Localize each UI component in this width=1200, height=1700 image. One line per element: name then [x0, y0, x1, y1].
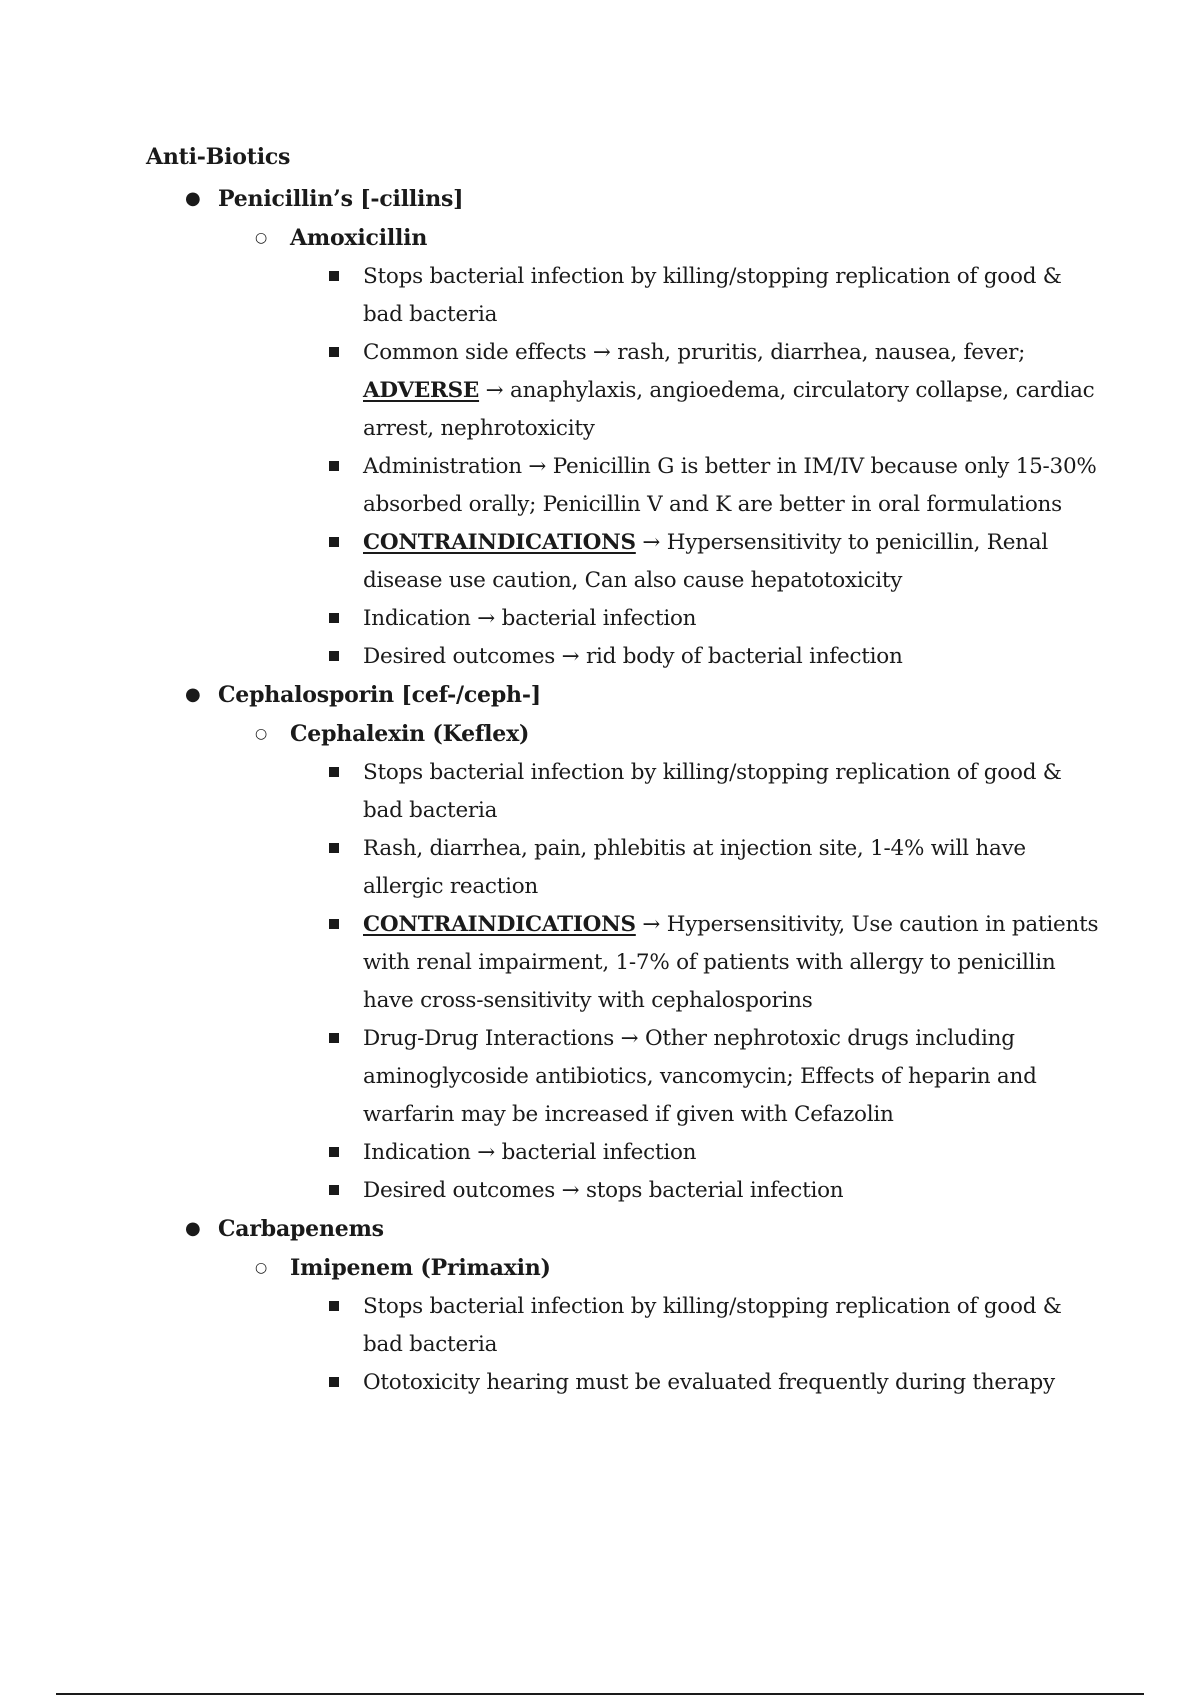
square-bullet-icon [329, 843, 339, 853]
square-bullet-icon [329, 1301, 339, 1311]
square-bullet-icon [329, 461, 339, 471]
drug-heading-text: Cephalexin (Keflex) [290, 721, 530, 747]
document-title: Anti-Biotics [146, 144, 291, 170]
section-heading-text: Carbapenems [218, 1216, 384, 1242]
list-item [0, 1172, 1103, 1210]
list-item [0, 334, 1103, 448]
list-item [0, 1020, 1103, 1134]
square-bullet-icon [329, 537, 339, 547]
filled-circle-bullet-icon: ● [185, 684, 201, 705]
filled-circle-bullet-icon: ● [185, 1218, 201, 1239]
list-item-line: warfarin may be increased if given with Cefazolin [363, 1102, 894, 1127]
square-bullet-icon [329, 347, 339, 357]
list-item-line: Indication → bacterial infection [363, 606, 697, 631]
section-heading-carbapenems [0, 1210, 1200, 1248]
filled-circle-bullet-icon: ● [185, 188, 201, 209]
list-item-line: Desired outcomes → stops bacterial infection [363, 1178, 844, 1203]
square-bullet-icon [329, 613, 339, 623]
list-item-line: Desired outcomes → rid body of bacterial infection [363, 644, 903, 669]
square-bullet-icon [329, 919, 339, 929]
square-bullet-icon [329, 651, 339, 661]
list-item [0, 638, 1103, 676]
hollow-circle-bullet-icon: ○ [255, 1260, 268, 1276]
list-item-line: Common side effects → rash, pruritis, diarrhea, nausea, fever; [363, 340, 1026, 365]
section-heading-penicillins [0, 180, 1200, 218]
drug-heading-text: Amoxicillin [290, 225, 428, 251]
list-item-line: have cross-sensitivity with cephalosporins [363, 988, 813, 1013]
list-item-line: disease use caution, Can also cause hepatotoxicity [363, 568, 903, 593]
list-item-line: Stops bacterial infection by killing/stopping replication of good & [363, 264, 1062, 289]
list-item-text: → Hypersensitivity to penicillin, Renal [635, 530, 1048, 555]
list-item-line: allergic reaction [363, 874, 539, 899]
list-item-text: → anaphylaxis, angioedema, circulatory collapse, cardiac [479, 378, 1095, 403]
list-item [0, 1364, 1103, 1402]
list-item [0, 830, 1103, 906]
contraindications-label: CONTRAINDICATIONS [363, 912, 636, 937]
list-item-line: Stops bacterial infection by killing/stopping replication of good & [363, 760, 1062, 785]
list-item-line: Drug-Drug Interactions → Other nephrotoxic drugs including [363, 1026, 1015, 1051]
list-item-line: arrest, nephrotoxicity [363, 416, 595, 441]
list-item-line [363, 372, 1103, 410]
list-item [0, 906, 1103, 1020]
section-heading-text: Cephalosporin [cef-/ceph-] [218, 682, 541, 708]
list-item [0, 448, 1103, 524]
list-item-line: with renal impairment, 1-7% of patients with allergy to penicillin [363, 950, 1056, 975]
square-bullet-icon [329, 1377, 339, 1387]
list-item-line: Rash, diarrhea, pain, phlebitis at injection site, 1-4% will have [363, 836, 1026, 861]
section-heading-text: Penicillin’s [-cillins] [218, 186, 464, 212]
contraindications-label: CONTRAINDICATIONS [363, 530, 636, 555]
list-item-line: Indication → bacterial infection [363, 1140, 697, 1165]
list-item-line: Stops bacterial infection by killing/stopping replication of good & [363, 1294, 1062, 1319]
list-item-line: Administration → Penicillin G is better in IM/IV because only 15-30% [363, 454, 1097, 479]
list-item [0, 1134, 1103, 1172]
drug-heading-cephalexin [0, 714, 1200, 754]
list-item-line: bad bacteria [363, 798, 498, 823]
adverse-label: ADVERSE [363, 378, 480, 403]
list-item-line: bad bacteria [363, 302, 498, 327]
document-body [0, 180, 1200, 1402]
list-item-line: absorbed orally; Penicillin V and K are better in oral formulations [363, 492, 1062, 517]
drug-heading-imipenem [0, 1248, 1200, 1288]
list-item-line: Ototoxicity hearing must be evaluated frequently during therapy [363, 1370, 1055, 1395]
section-heading-cephalosporins [0, 676, 1200, 714]
list-item-line: aminoglycoside antibiotics, vancomycin; Effects of heparin and [363, 1064, 1037, 1089]
drug-heading-text: Imipenem (Primaxin) [290, 1255, 551, 1281]
square-bullet-icon [329, 271, 339, 281]
list-item [0, 258, 1103, 334]
square-bullet-icon [329, 1033, 339, 1043]
square-bullet-icon [329, 1147, 339, 1157]
hollow-circle-bullet-icon: ○ [255, 726, 268, 742]
hollow-circle-bullet-icon: ○ [255, 230, 268, 246]
list-item-text: → Hypersensitivity, Use caution in patients [635, 912, 1099, 937]
list-item-line: bad bacteria [363, 1332, 498, 1357]
list-item-line [363, 524, 1103, 562]
list-item [0, 524, 1103, 600]
page-bottom-divider [56, 1693, 1144, 1695]
drug-heading-amoxicillin [0, 218, 1200, 258]
list-item [0, 1288, 1103, 1364]
list-item [0, 754, 1103, 830]
square-bullet-icon [329, 1185, 339, 1195]
square-bullet-icon [329, 767, 339, 777]
list-item-line [363, 906, 1103, 944]
list-item [0, 600, 1103, 638]
